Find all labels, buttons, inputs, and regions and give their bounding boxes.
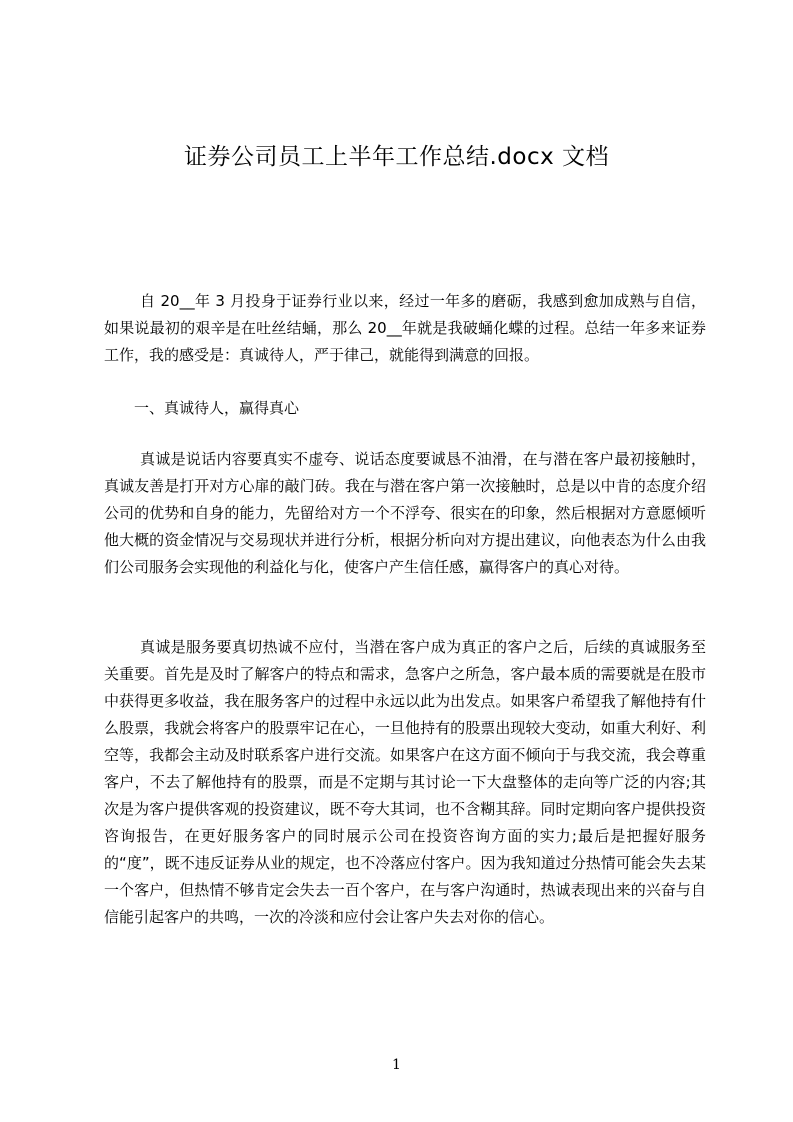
paragraph-sincerity-service: 真诚是服务要真切热诚不应付，当潜在客户成为真正的客户之后，后续的真诚服务至关重要。首先是及时了解客户的特点和需求，急客户之所急，客户最本质的需要就是在股市中获得更多收益，我在服务客户的过程中永远以此为出发点。如果客户希望我了解他持有什么股票，我就会将客户的股票牢记在心，一旦他持有的股票出现较大变动，如重大利好、利空等，我都会主动及时联系客户进行交流。如果客户在这方面不倾向于与我交流，我会尊重客户，不去了解他持有的股票，而是不定期与其讨论一下大盘整体的走向等广泛的内容;其次是为客户提供客观的投资建议，既不夸大其词，也不含糊其辞。同时定期向客户提供投资咨询报告，在更好服务客户的同时展示公司在投资咨询方面的实力;最后是把握好服务的“度”，既不违反证券从业的规定，也不冷落应付客户。因为我知道过分热情可能会失去某一个客户，但热情不够肯定会失去一百个客户，在与客户沟通时，热诚表现出来的兴奋与自信能引起客户的共鸣，一次的冷淡和应付会让客户失去对你的信心。	[104, 638, 706, 926]
page-number: 1	[392, 1057, 401, 1073]
section-heading: 一、真诚待人，赢得真心	[134, 399, 300, 417]
paragraph-sincerity-speech: 真诚是说话内容要真实不虚夸、说话态度要诚恳不油滑，在与潜在客户最初接触时，真诚友善是打开对方心扉的敲门砖。我在与潜在客户第一次接触时，总是以中肯的态度介绍公司的优势和自身的能力，先留给对方一个不浮夸、很实在的印象，然后根据对方意愿倾听他大概的资金情况与交易现状并进行分析，根据分析向对方提出建议，向他表态为什么由我们公司服务会实现他的利益化与化，使客户产生信任感，赢得客户的真心对待。	[104, 450, 706, 576]
intro-paragraph: 自 20__年 3 月投身于证券行业以来，经过一年多的磨砺，我感到愈加成熟与自信，如果说最初的艰辛是在吐丝结蛹，那么 20__年就是我破蛹化蝶的过程。总结一年多来证券工作，我的感受是：真诚待人，严于律己，就能得到满意的回报。	[104, 292, 706, 364]
document-title: 证券公司员工上半年工作总结.docx 文档	[183, 144, 610, 170]
